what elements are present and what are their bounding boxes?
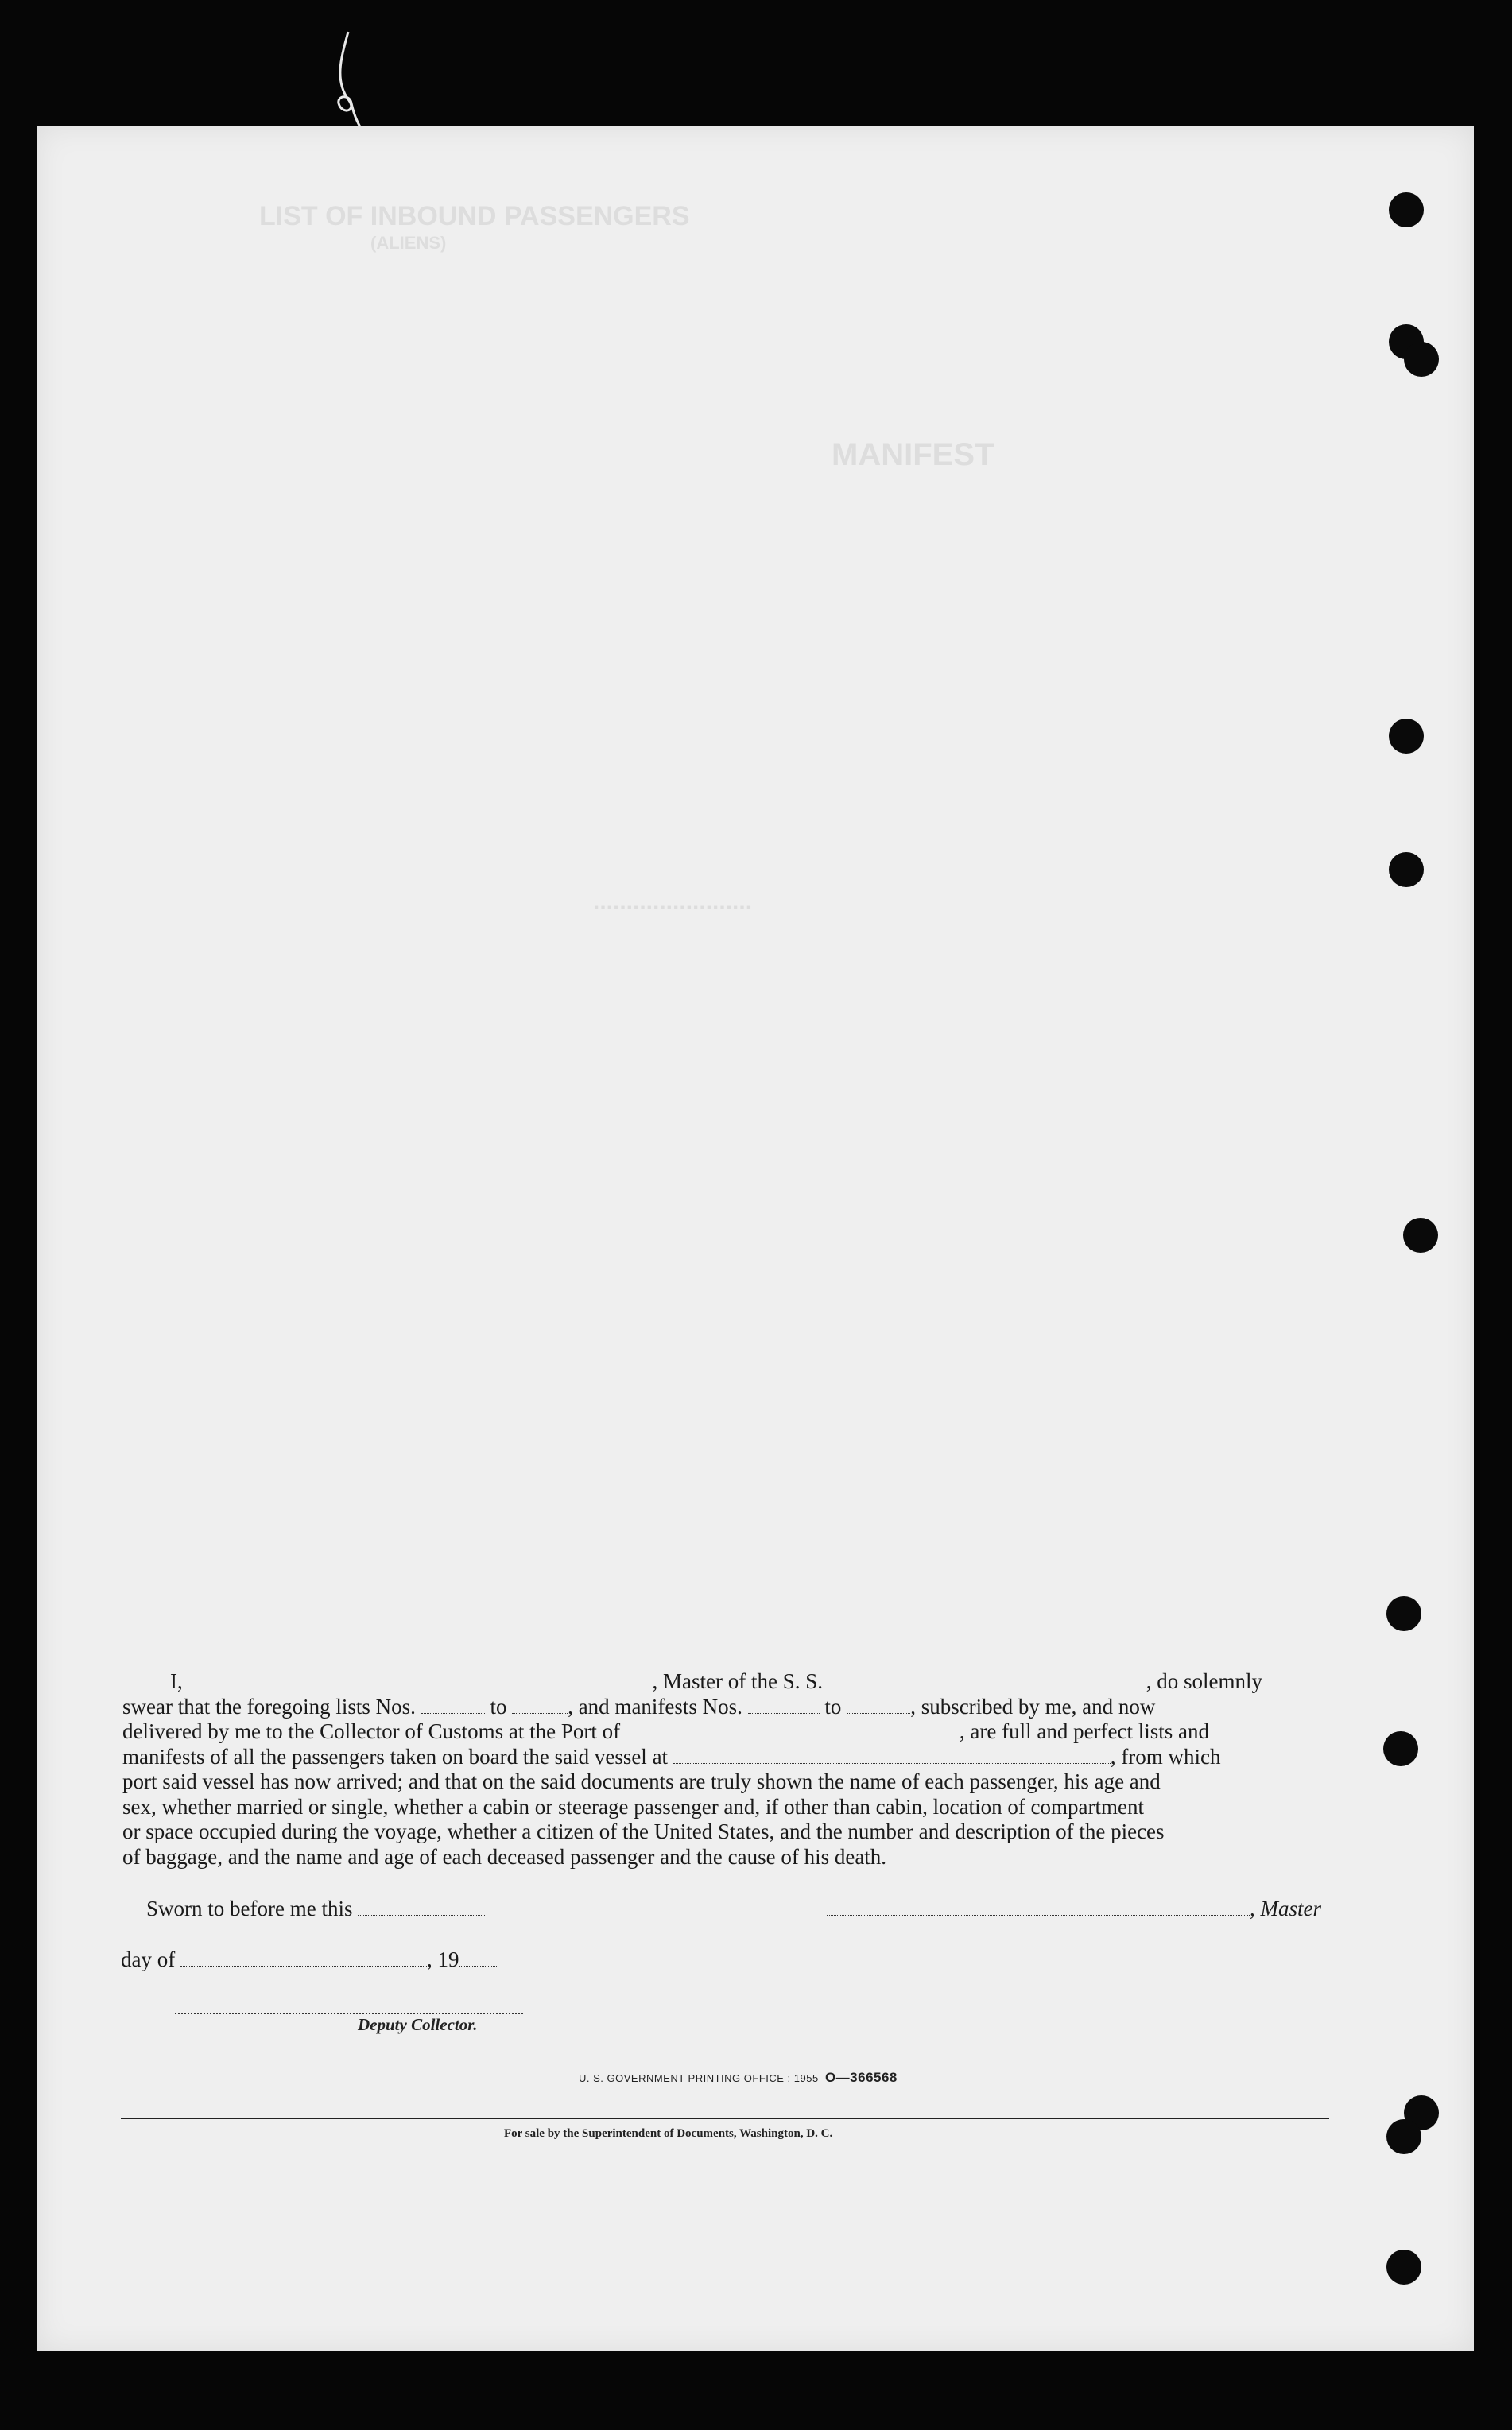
- oath-text: I,: [170, 1669, 183, 1693]
- oath-text: , from which: [1110, 1744, 1221, 1769]
- punch-hole: [1386, 2119, 1421, 2154]
- sworn-day-blank[interactable]: [358, 1897, 485, 1916]
- day-label: day of: [121, 1947, 176, 1971]
- gpo-number: O—366568: [824, 2070, 898, 2085]
- oath-line: port said vessel has now arrived; and that on the said documents are truly shown the name of each passenger, his age and: [122, 1769, 1161, 1793]
- oath-text: , subscribed by me, and now: [910, 1694, 1156, 1719]
- printing-office-imprint: [579, 2070, 898, 2086]
- oath-text: manifests of all the passengers taken on board the said vessel at: [122, 1744, 669, 1769]
- footer-rule: [121, 2118, 1329, 2119]
- oath-line: sex, whether married or single, whether a cabin or steerage passenger and, if other than cabin, location of compartment: [122, 1794, 1145, 1819]
- deputy-signature-line[interactable]: [175, 2013, 523, 2014]
- manifest-to-blank[interactable]: [847, 1696, 910, 1714]
- manifest-from-blank[interactable]: [748, 1696, 820, 1714]
- port-departure-blank[interactable]: [673, 1746, 1111, 1764]
- manifest-page: LIST OF INBOUND PASSENGERS (ALIENS) MANIFEST ........................: [37, 126, 1474, 2351]
- oath-line: [122, 1669, 1331, 1695]
- gpo-text: U. S. GOVERNMENT PRINTING OFFICE : 1955: [579, 2072, 819, 2084]
- deputy-collector-label: Deputy Collector.: [358, 2015, 478, 2034]
- master-label: , Master: [1250, 1897, 1321, 1920]
- list-from-blank[interactable]: [421, 1696, 485, 1714]
- sworn-row: [146, 1897, 485, 1921]
- date-row: [121, 1947, 497, 1972]
- punch-hole: [1403, 1218, 1438, 1253]
- master-oath: [122, 1669, 1331, 1870]
- ship-name-blank[interactable]: [828, 1670, 1146, 1688]
- year-blank[interactable]: [459, 1948, 497, 1967]
- punch-hole: [1386, 1596, 1421, 1631]
- punch-hole: [1386, 2250, 1421, 2285]
- list-to-blank[interactable]: [512, 1696, 568, 1714]
- pencil-mark-icon: [318, 24, 382, 135]
- oath-text: swear that the foregoing lists Nos.: [122, 1694, 416, 1719]
- punch-hole: [1389, 852, 1424, 887]
- port-arrival-blank[interactable]: [626, 1720, 960, 1738]
- oath-line: [122, 1719, 1331, 1745]
- oath-line: of baggage, and the name and age of each deceased passenger and the cause of his death.: [122, 1844, 887, 1869]
- oath-line: [122, 1695, 1331, 1720]
- master-signature-row: [827, 1897, 1321, 1921]
- master-signature-blank[interactable]: [827, 1897, 1250, 1916]
- oath-text: to: [824, 1694, 842, 1719]
- sale-notice: For sale by the Superintendent of Documents, Washington, D. C.: [504, 2127, 833, 2140]
- oath-line: [122, 1745, 1331, 1770]
- master-name-blank[interactable]: [188, 1670, 653, 1688]
- oath-text: to: [490, 1694, 507, 1719]
- oath-text: , are full and perfect lists and: [959, 1719, 1210, 1743]
- punch-hole: [1383, 1731, 1418, 1766]
- punch-hole: [1389, 192, 1424, 227]
- sworn-label: Sworn to before me this: [146, 1897, 353, 1920]
- month-blank[interactable]: [180, 1948, 427, 1967]
- oath-line: or space occupied during the voyage, whether a citizen of the United States, and the number and description of the pieces: [122, 1820, 1165, 1843]
- year-label: , 19: [426, 1947, 459, 1971]
- punch-hole: [1404, 342, 1439, 377]
- oath-text: , and manifests Nos.: [568, 1694, 742, 1719]
- oath-text: delivered by me to the Collector of Customs at the Port of: [122, 1719, 621, 1743]
- oath-text: , Master of the S. S.: [652, 1669, 823, 1693]
- punch-hole: [1389, 719, 1424, 754]
- oath-text: , do solemnly: [1146, 1669, 1262, 1693]
